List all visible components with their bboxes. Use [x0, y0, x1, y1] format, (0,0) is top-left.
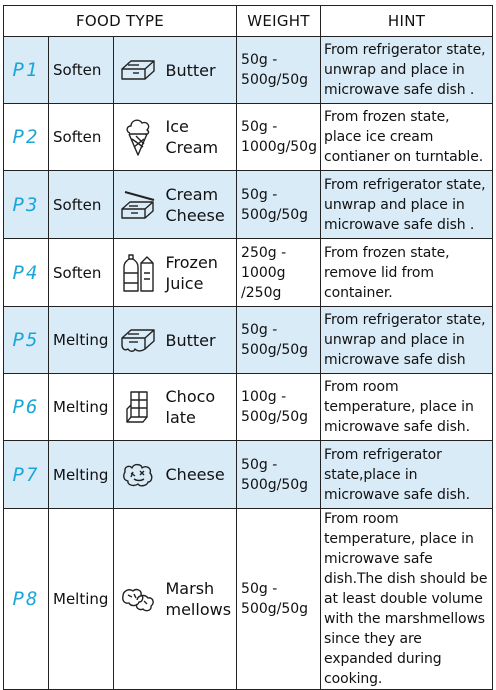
weight-range: 50g - 500g/50g: [237, 441, 321, 509]
food-name: Frozen Juice: [162, 239, 237, 307]
mode-label: Melting: [49, 307, 114, 374]
weight-range: 50g - 500g/50g: [237, 37, 321, 104]
hint-text: From room temperature, place in microwave safe dish.: [321, 374, 493, 441]
program-code: P4: [4, 239, 49, 307]
weight-range: 50g - 1000g/50g: [237, 104, 321, 171]
hint-text: From room temperature, place in microwave safe dish.The dish should be at least double volume with the marshmellows since they are expanded during cooking.: [321, 509, 493, 690]
butter-melt-icon: [114, 307, 162, 374]
header-hint: HINT: [321, 6, 493, 37]
ice-cream-icon: [114, 104, 162, 171]
weight-range: 50g - 500g/50g: [237, 171, 321, 239]
hint-text: From frozen state, place ice cream contianer on turntable.: [321, 104, 493, 171]
header-weight: WEIGHT: [237, 6, 321, 37]
cheese-icon: [114, 441, 162, 509]
mode-label: Soften: [49, 171, 114, 239]
table-row: [4, 307, 493, 374]
food-name: Choco late: [162, 374, 237, 441]
program-code: P6: [4, 374, 49, 441]
food-name: Butter: [162, 307, 237, 374]
mode-label: Melting: [49, 509, 114, 690]
mode-label: Soften: [49, 104, 114, 171]
program-code: P8: [4, 509, 49, 690]
table-row: [4, 171, 493, 239]
weight-range: 100g - 500g/50g: [237, 374, 321, 441]
marshmallow-icon: [114, 509, 162, 690]
hint-text: From refrigerator state, unwrap and place in microwave safe dish .: [321, 171, 493, 239]
cream-cheese-icon: [114, 171, 162, 239]
food-name: Butter: [162, 37, 237, 104]
hint-text: From refrigerator state,place in microwave safe dish.: [321, 441, 493, 509]
mode-label: Melting: [49, 441, 114, 509]
butter-icon: [114, 37, 162, 104]
mode-label: Melting: [49, 374, 114, 441]
weight-range: 250g - 1000g /250g: [237, 239, 321, 307]
table-row: [4, 509, 493, 690]
header-row: [4, 6, 493, 37]
hint-text: From refrigerator state, unwrap and place in microwave safe dish: [321, 307, 493, 374]
table-row: [4, 104, 493, 171]
hint-text: From refrigerator state, unwrap and place in microwave safe dish .: [321, 37, 493, 104]
juice-icon: [114, 239, 162, 307]
weight-range: 50g - 500g/50g: [237, 509, 321, 690]
table-row: [4, 374, 493, 441]
food-table: [3, 5, 493, 690]
program-code: P7: [4, 441, 49, 509]
program-code: P1: [4, 37, 49, 104]
program-code: P3: [4, 171, 49, 239]
food-name: Ice Cream: [162, 104, 237, 171]
food-name: Cream Cheese: [162, 171, 237, 239]
weight-range: 50g - 500g/50g: [237, 307, 321, 374]
table-row: [4, 37, 493, 104]
header-food-type: FOOD TYPE: [4, 6, 237, 37]
chocolate-icon: [114, 374, 162, 441]
mode-label: Soften: [49, 37, 114, 104]
food-name: Marsh mellows: [162, 509, 237, 690]
program-code: P2: [4, 104, 49, 171]
table-row: [4, 239, 493, 307]
program-code: P5: [4, 307, 49, 374]
mode-label: Soften: [49, 239, 114, 307]
food-name: Cheese: [162, 441, 237, 509]
hint-text: From frozen state, remove lid from container.: [321, 239, 493, 307]
table-row: [4, 441, 493, 509]
